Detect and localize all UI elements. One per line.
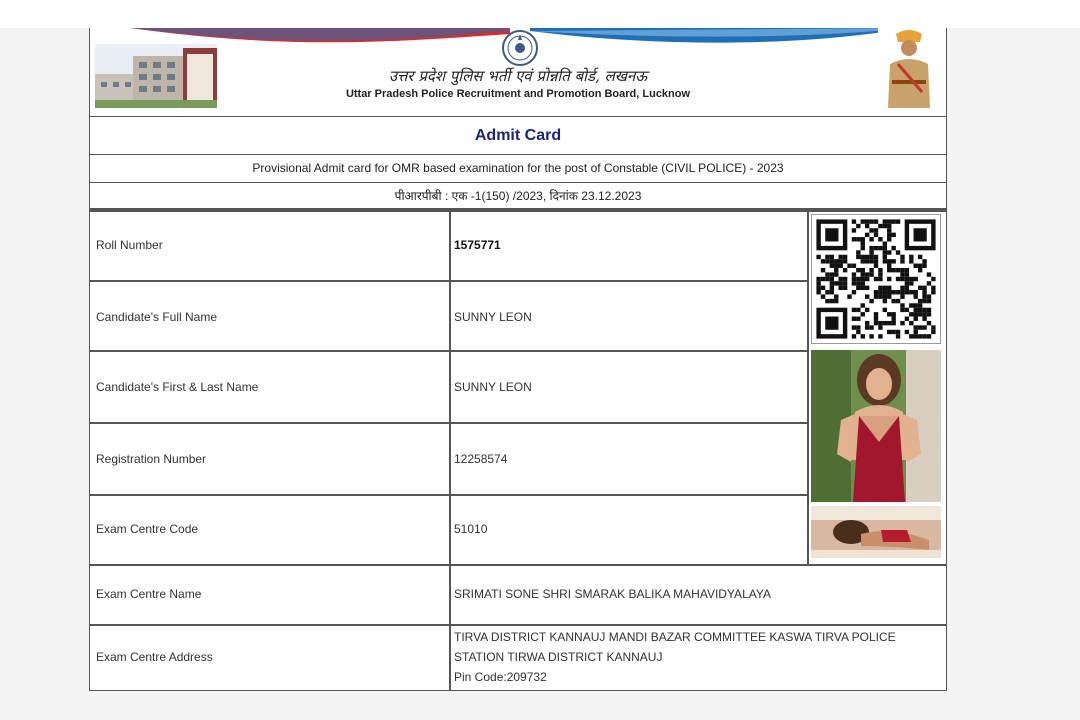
grid-line <box>449 210 451 690</box>
reference-line: पीआरपीबी : एक -1(150) /2023, दिनांक 23.12.2023 <box>90 182 946 210</box>
admit-card <box>89 28 947 691</box>
exam-centre-name-label: Exam Centre Name <box>96 587 202 601</box>
grid-line <box>90 210 946 212</box>
address-line-2: STATION TIRWA DISTRICT KANNAUJ <box>454 650 663 664</box>
exam-centre-name-value: SRIMATI SONE SHRI SMARAK BALIKA MAHAVIDYALAYA <box>454 587 771 601</box>
exam-centre-address-label: Exam Centre Address <box>96 650 213 664</box>
qr-code-icon <box>812 215 940 343</box>
provisional-line: Provisional Admit card for OMR based examination for the post of Constable (CIVIL POLICE) - 2023 <box>90 154 946 182</box>
candidate-photo-image <box>811 350 941 502</box>
candidate-signature-image <box>811 506 941 558</box>
grid-line <box>90 564 946 566</box>
exam-centre-code-value: 51010 <box>454 522 488 536</box>
police-emblem-icon <box>500 28 540 68</box>
board-name-hindi: उत्तर प्रदेश पुलिस भर्ती एवं प्रोन्नति बोर्ड, लखनऊ <box>388 67 648 85</box>
full-name-value: SUNNY LEON <box>454 310 532 324</box>
registration-number-value: 12258574 <box>454 452 508 466</box>
first-last-name-label: Candidate's First & Last Name <box>96 380 259 394</box>
grid-line <box>807 210 809 564</box>
full-name-label: Candidate's Full Name <box>96 310 218 324</box>
exam-centre-address-value <box>454 627 896 687</box>
candidate-photo <box>811 350 941 502</box>
grid-line <box>90 624 946 626</box>
roll-number-value: 1575771 <box>454 238 501 252</box>
board-name-english: Uttar Pradesh Police Recruitment and Promotion Board, Lucknow <box>345 88 691 100</box>
roll-number-label: Roll Number <box>96 238 163 252</box>
exam-centre-code-label: Exam Centre Code <box>96 522 199 536</box>
qr-code-box <box>811 214 941 344</box>
board-header <box>90 28 946 116</box>
candidate-secondary-photo <box>811 506 941 558</box>
address-line-1: TIRVA DISTRICT KANNAUJ MANDI BAZAR COMMITTEE KASWA TIRVA POLICE <box>454 630 896 644</box>
registration-number-label: Registration Number <box>96 452 207 466</box>
address-pin-code: Pin Code:209732 <box>454 670 547 684</box>
first-last-name-value: SUNNY LEON <box>454 380 532 394</box>
page-top-band <box>0 0 1080 28</box>
admit-card-title: Admit Card <box>90 116 946 154</box>
